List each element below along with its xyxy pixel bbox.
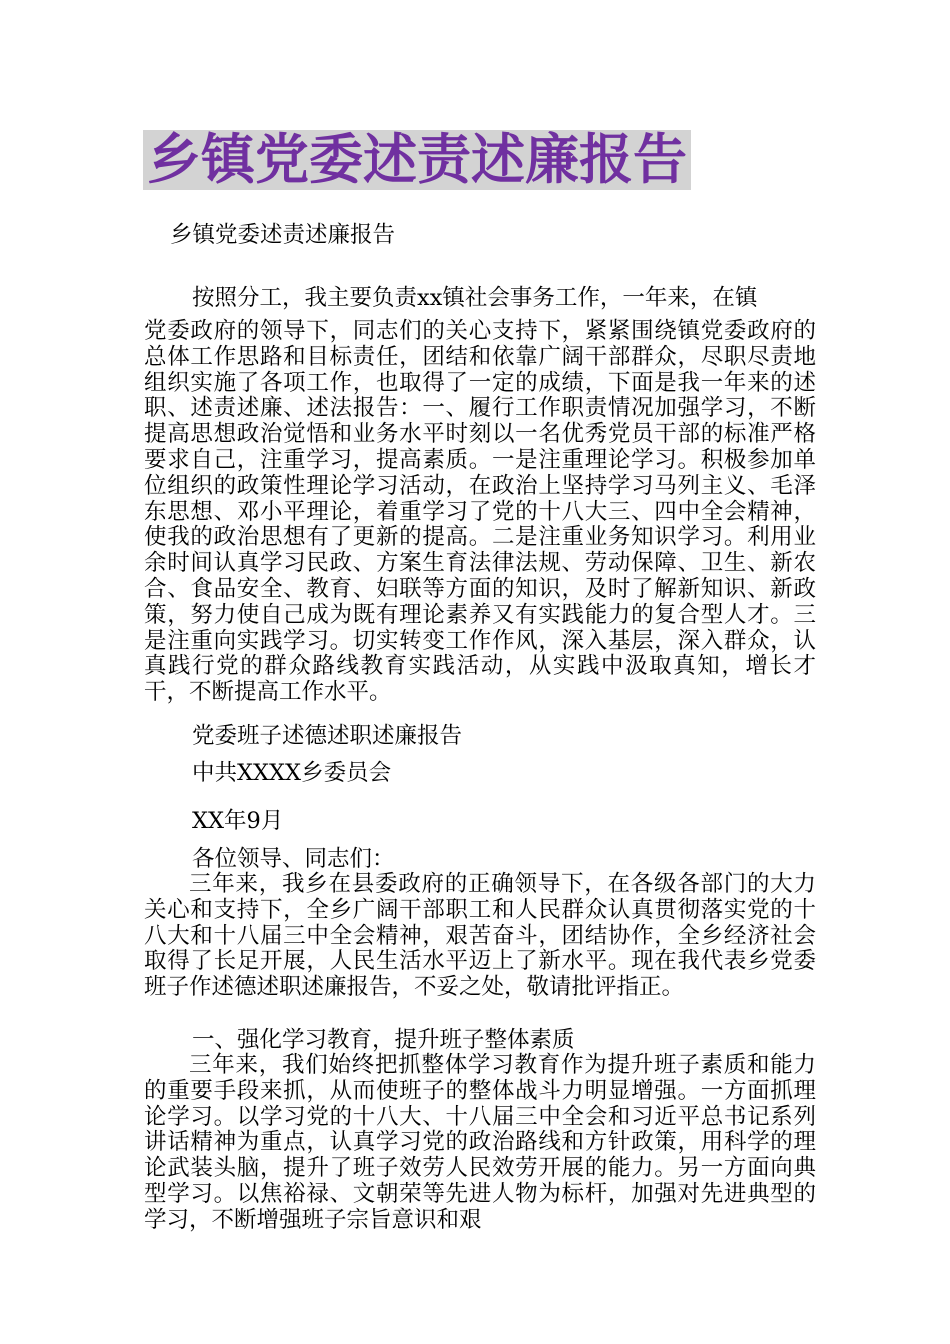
salutation: 各位领导、同志们： [192,846,395,872]
report-heading: 党委班子述德述职述廉报告 [192,723,463,749]
date-line: XX年9月 [192,808,284,834]
paragraph-4: 三年来，我们始终把抓整体学习教育作为提升班子素质和能力的重要手段来抓，从而使班子的整体战斗力明显增强。一方面抓理论学习。以学习党的十八大、十八届三中全会和习近平总书记系列讲话精神为重点，认真学习党的政治路线和方针政策，用科学的理论武装头脑，提升了班子效劳人民效劳开展的能力。另一方面向典型学习。以焦裕禄、文朝荣等先进人物为标杆，加强对先进典型的学习，不断增强班子宗旨意识和艰 [144,1052,816,1233]
subtitle: 乡镇党委述责述廉报告 [170,222,396,248]
paragraph-3: 三年来，我乡在县委政府的正确领导下，在各级各部门的大力关心和支持下，全乡广阔干部职工和人民群众认真贯彻落实党的十八大和十八届三中全会精神，艰苦奋斗，团结协作，全乡经济社会取得了长足开展，人民生活水平迈上了新水平。现在我代表乡党委班子作述德述职述廉报告，不妥之处，敬请批评指正。 [144,871,816,1001]
document-title: 乡镇党委述责述廉报告 [143,130,691,190]
section-heading-1: 一、强化学习教育，提升班子整体素质 [192,1027,575,1053]
organization-line: 中共XXXX乡委员会 [192,760,392,786]
paragraph-1-first-line: 按照分工，我主要负责xx镇社会事务工作，一年来，在镇 [192,285,758,311]
paragraph-2: 党委政府的领导下，同志们的关心支持下，紧紧围绕镇党委政府的总体工作思路和目标责任，团结和依靠广阔干部群众，尽职尽责地组织实施了各项工作，也取得了一定的成绩，下面是我一年来的述职、述责述廉、述法报告：一、履行工作职责情况加强学习，不断提高思想政治觉悟和业务水平时刻以一名优秀党员干部的标准严格要求自己，注重学习，提高素质。一是注重理论学习。积极参加单位组织的政策性理论学习活动，在政治上坚持学习马列主义、毛泽东思想、邓小平理论，着重学习了党的十八大三、四中全会精神，使我的政治思想有了更新的提高。二是注重业务知识学习。利用业余时间认真学习民政、方案生育法律法规、劳动保障、卫生、新农合、食品安全、教育、妇联等方面的知识，及时了解新知识、新政策，努力使自己成为既有理论素养又有实践能力的复合型人才。三是注重向实践学习。切实转变工作作风，深入基层，深入群众，认真践行党的群众路线教育实践活动，从实践中汲取真知，增长才干，不断提高工作水平。 [144,318,816,706]
